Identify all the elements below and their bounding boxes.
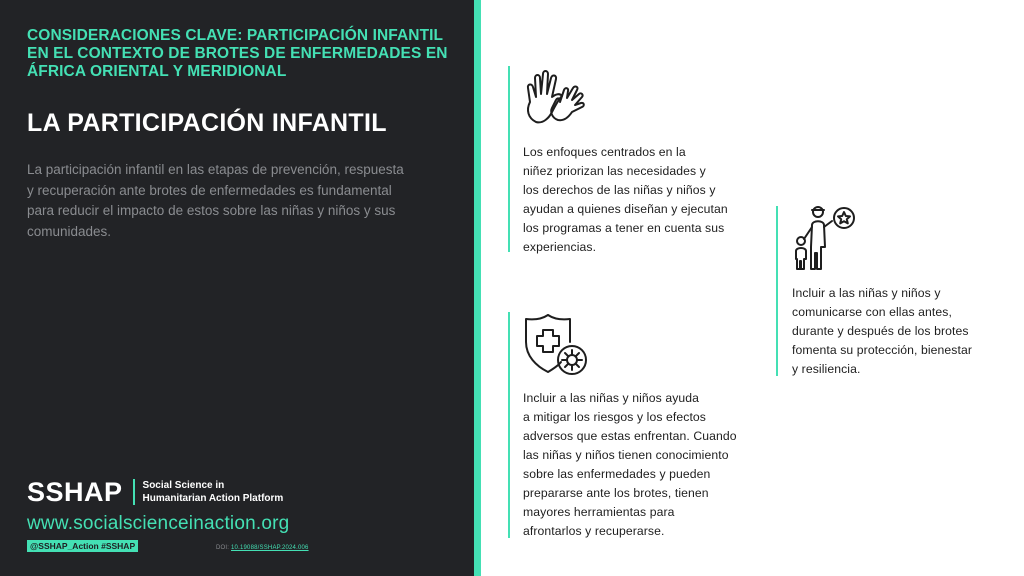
card-line: Incluir a las niñas y niños ayuda (523, 391, 700, 405)
accent-divider-bar (474, 0, 481, 576)
kicker-title (27, 27, 467, 81)
website-link[interactable]: www.socialscienceinaction.org (27, 513, 290, 534)
card-line: Incluir a las niñas y niños y (792, 286, 941, 300)
brand-block (27, 476, 318, 508)
doi-label: DOI: (216, 545, 232, 551)
intro-line: para reducir el impacto de estos sobre las niñas y niños y sus (27, 203, 396, 218)
card-line: ayudan a quienes diseñan y ejecutan (523, 202, 728, 216)
card-accent-line (508, 312, 510, 538)
brand-separator (133, 479, 135, 505)
hands-icon (522, 64, 588, 128)
card-text (792, 284, 972, 379)
card-accent-line (508, 66, 510, 252)
brand-name (143, 479, 318, 505)
intro-line: comunidades. (27, 223, 112, 239)
intro-line: y recuperación ante brotes de enfermedades es fundamental (27, 182, 392, 198)
card-line: sobre las enfermedades y pueden (523, 467, 711, 481)
brand-name-line: Social Science in (142, 480, 225, 491)
card-line: experiencias. (523, 240, 597, 254)
card-line: adversos que estas enfrentan. Cuando (523, 429, 737, 443)
social-handles-badge: @SSHAP_Action #SSHAP (27, 540, 138, 552)
card-line: las niñas y niños tienen conocimiento (523, 448, 729, 462)
card-line: comunicarse con ellas antes, (792, 305, 952, 319)
adult-child-star-icon (790, 203, 858, 273)
card-line: y resiliencia. (792, 362, 861, 376)
doi-link[interactable]: 10.19088/SSHAP.2024.006 (231, 545, 309, 551)
card-text (523, 143, 728, 257)
card-line: fomenta su protección, bienestar (792, 343, 973, 357)
kicker-line: CONSIDERACIONES CLAVE: PARTICIPACIÓN INFANTIL (27, 27, 444, 44)
kicker-line: EN EL CONTEXTO DE BROTES DE ENFERMEDADES EN (27, 45, 448, 62)
card-line: a mitigar los riesgos y los efectos (523, 410, 706, 424)
sshap-logo: SSHAP (27, 477, 123, 507)
card-accent-line (776, 206, 778, 376)
doi-reference (216, 544, 309, 552)
card-line: niñez priorizan las necesidades y (523, 164, 706, 178)
card-line: Los enfoques centrados en la (523, 145, 686, 159)
page-title: LA PARTICIPACIÓN INFANTIL (27, 109, 387, 137)
brand-name-line: Humanitarian Action Platform (142, 493, 284, 504)
kicker-line: ÁFRICA ORIENTAL Y MERIDIONAL (27, 63, 287, 80)
card-line: mayores herramientas para (523, 505, 675, 519)
card-line: durante y después de los brotes (792, 324, 969, 338)
card-line: los programas a tener en cuenta sus (523, 221, 725, 235)
intro-paragraph (27, 160, 447, 242)
intro-line: La participación infantil en las etapas de prevención, respuesta (27, 162, 404, 177)
shield-virus-icon (522, 312, 588, 378)
card-line: afrontarlos y recuperarse. (523, 524, 665, 538)
card-line: prepararse ante los brotes, tienen (523, 486, 709, 500)
card-text (523, 389, 737, 541)
card-line: los derechos de las niñas y niños y (523, 183, 716, 197)
